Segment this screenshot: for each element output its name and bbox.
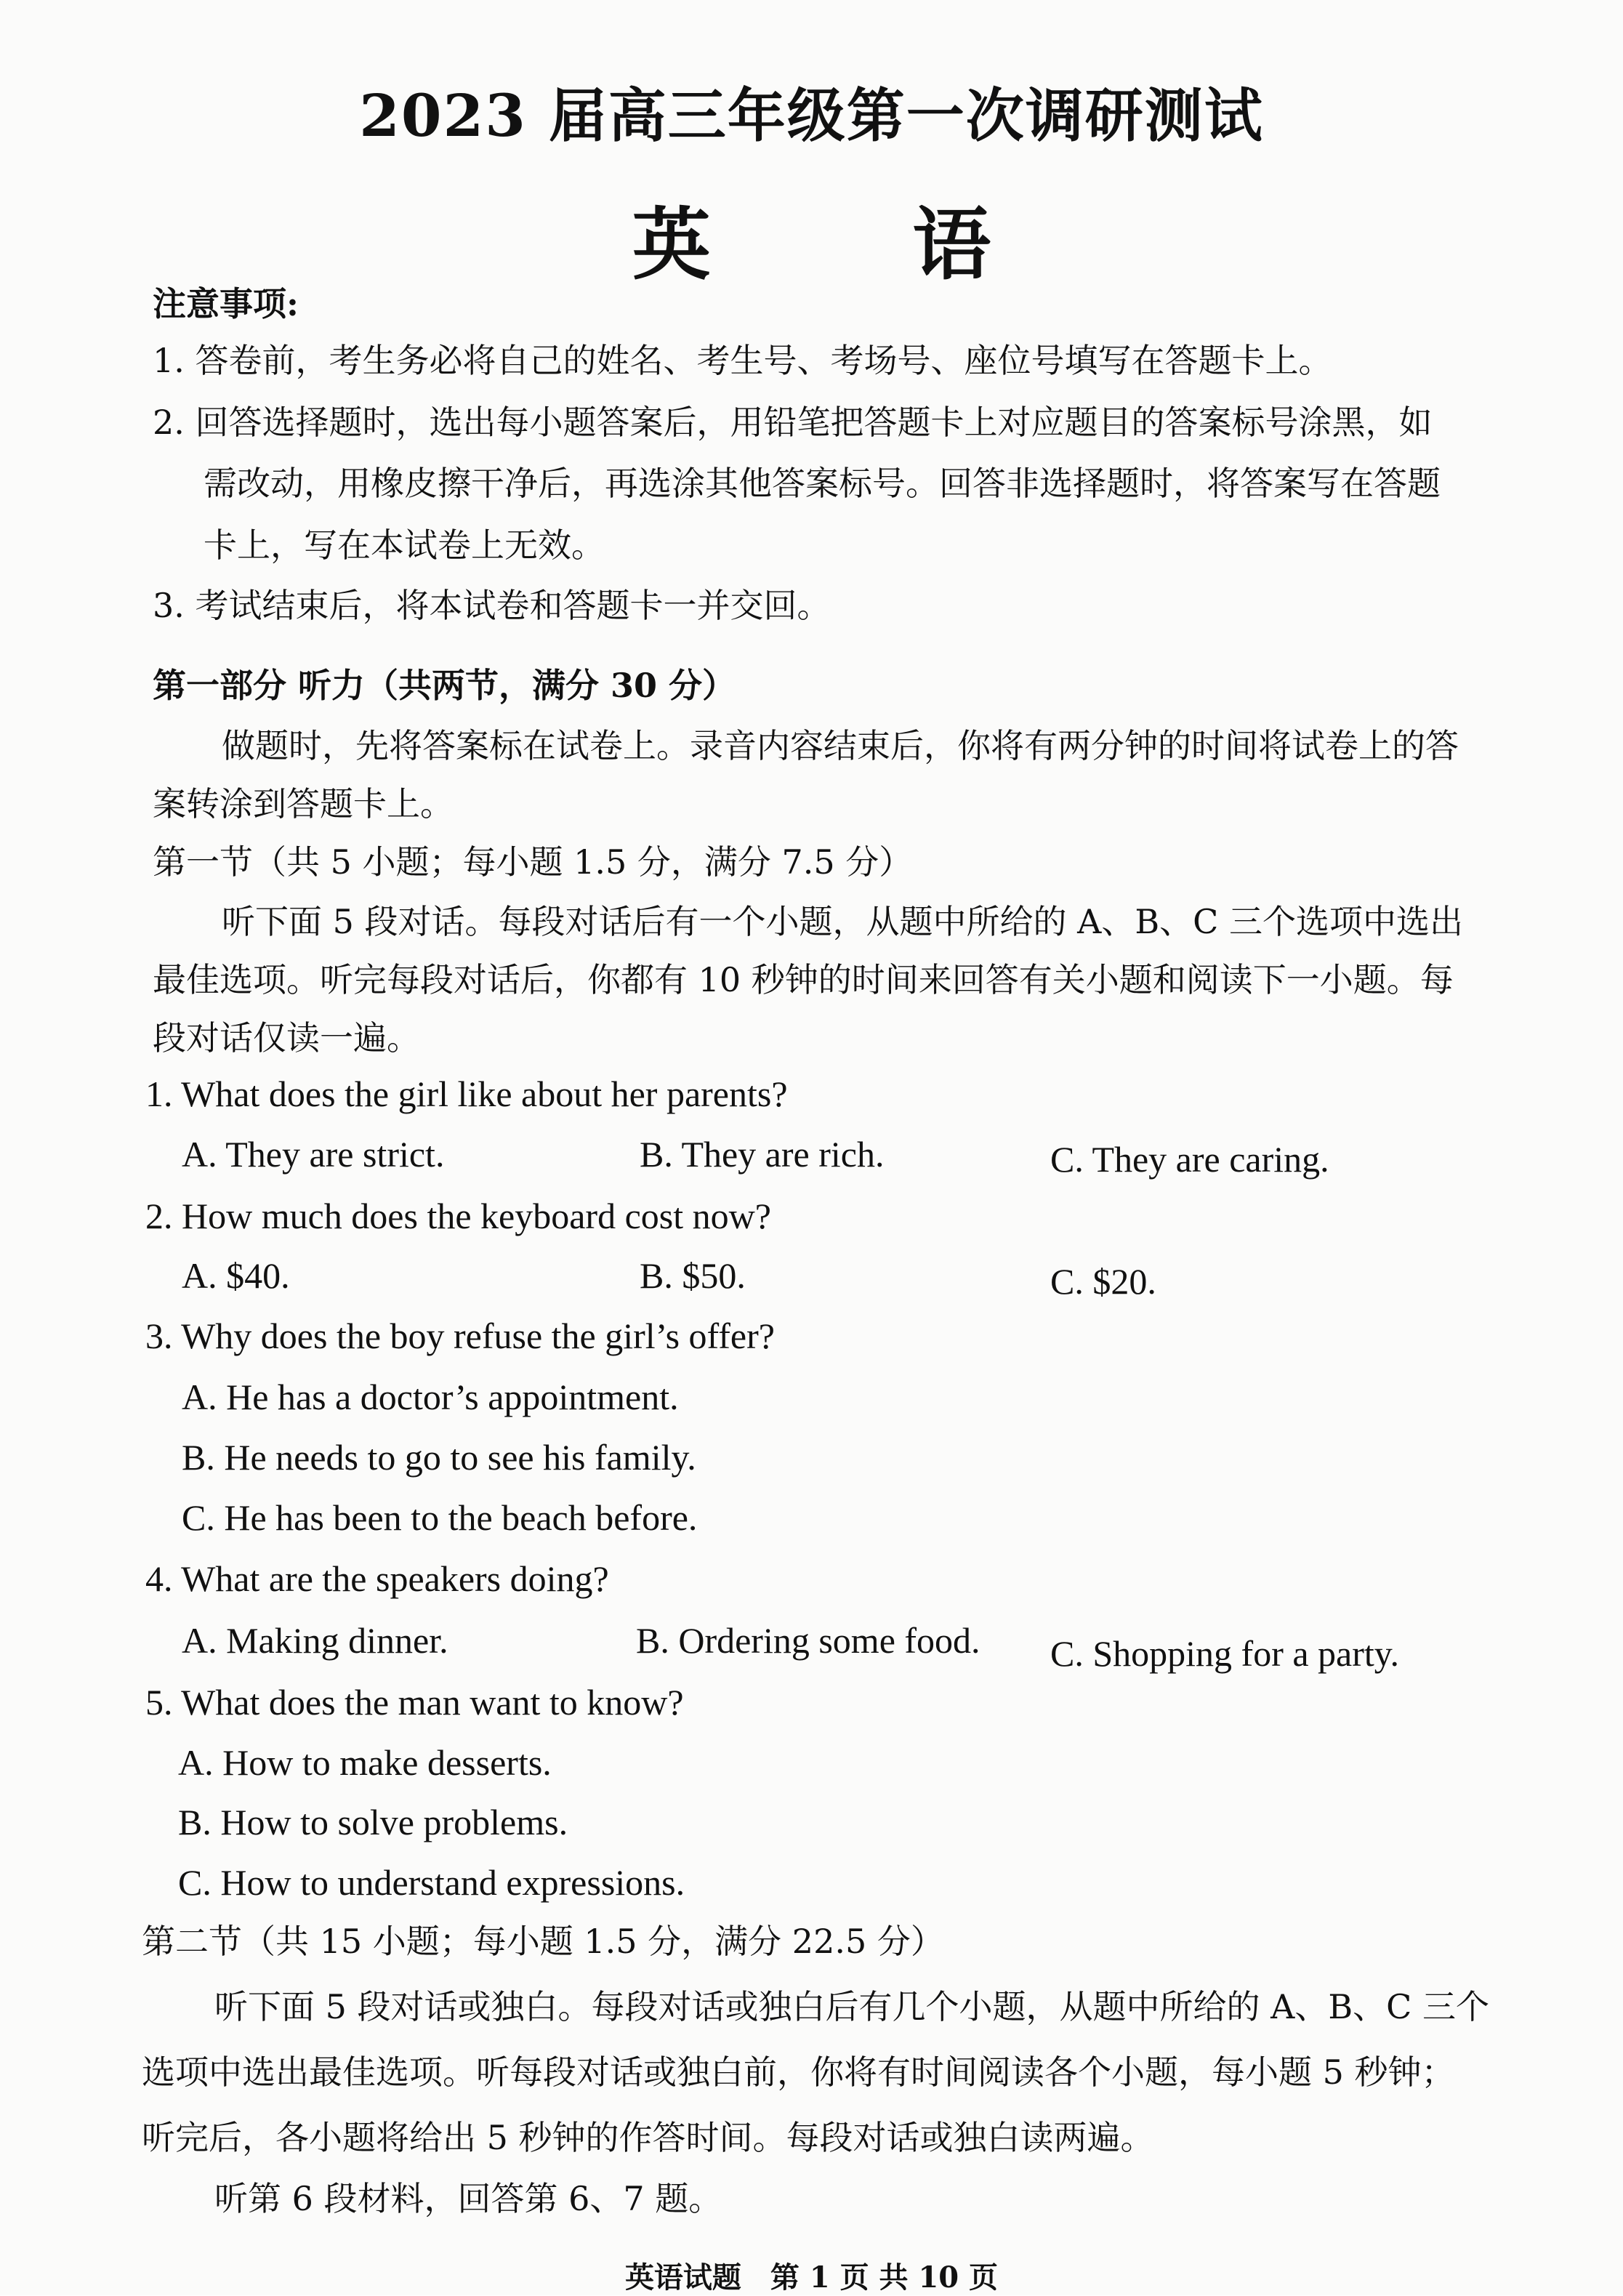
option-b: B. They are rich. <box>640 1134 885 1175</box>
material-instruction: 听第 6 段材料，回答第 6、7 题。 <box>214 2179 722 2218</box>
section2-heading: 第二节（共 15 小题；每小题 1.5 分，满分 22.5 分） <box>142 1922 944 1961</box>
option-b: B. Ordering some food. <box>636 1620 980 1661</box>
notice-heading: 注意事项: <box>153 284 299 323</box>
notice-line: 卡上，写在本试卷上无效。 <box>204 525 605 565</box>
part1-intro-line: 案转涂到答题卡上。 <box>153 784 454 823</box>
option-a: A. They are strict. <box>182 1134 445 1175</box>
option-c: C. He has been to the beach before. <box>182 1497 698 1538</box>
section2-intro-line: 听完后，各小题将给出 5 秒钟的作答时间。每段对话或独白读两遍。 <box>142 2118 1154 2157</box>
question-text: 4. What are the speakers doing? <box>145 1558 609 1599</box>
question-text: 5. What does the man want to know? <box>145 1682 684 1723</box>
section1-heading: 第一节（共 5 小题；每小题 1.5 分，满分 7.5 分） <box>153 842 913 882</box>
section2-intro-line: 选项中选出最佳选项。听每段对话或独白前，你将有时间阅读各个小题，每小题 5 秒钟； <box>142 2053 1455 2092</box>
question-text: 1. What does the girl like about her parents? <box>145 1074 788 1114</box>
option-c: C. They are caring. <box>1050 1139 1329 1180</box>
option-c: C. $20. <box>1050 1261 1156 1302</box>
option-b: B. $50. <box>640 1255 746 1296</box>
part1-heading: 第一部分 听力（共两节，满分 30 分） <box>153 666 736 705</box>
notice-line: 1. 答卷前，考生务必将自己的姓名、考生号、考场号、座位号填写在答题卡上。 <box>153 341 1332 380</box>
exam-title: 2023 届高三年级第一次调研测试 <box>359 81 1264 150</box>
option-a: A. He has a doctor’s appointment. <box>182 1377 679 1417</box>
option-b: B. He needs to go to see his family. <box>182 1437 696 1478</box>
notice-line: 2. 回答选择题时，选出每小题答案后，用铅笔把答题卡上对应题目的答案标号涂黑，如 <box>153 403 1433 442</box>
option-a: A. Making dinner. <box>182 1620 448 1661</box>
option-b: B. How to solve problems. <box>178 1802 568 1842</box>
option-a: A. $40. <box>182 1255 290 1296</box>
subject-title: 英 语 <box>632 199 1079 291</box>
option-c: C. Shopping for a party. <box>1050 1633 1400 1674</box>
option-a: A. How to make desserts. <box>178 1742 552 1783</box>
option-c: C. How to understand expressions. <box>178 1862 685 1903</box>
notice-line: 需改动，用橡皮擦干净后，再选涂其他答案标号。回答非选择题时，将答案写在答题 <box>204 464 1441 503</box>
section1-intro-line: 段对话仅读一遍。 <box>153 1018 420 1058</box>
section1-intro-line: 听下面 5 段对话。每段对话后有一个小题，从题中所给的 A、B、C 三个选项中选出 <box>222 902 1463 941</box>
question-text: 3. Why does the boy refuse the girl’s offer? <box>145 1316 775 1356</box>
notice-line: 3. 考试结束后，将本试卷和答题卡一并交回。 <box>153 586 831 625</box>
part1-intro-line: 做题时，先将答案标在试卷上。录音内容结束后，你将有两分钟的时间将试卷上的答 <box>222 726 1459 765</box>
section2-intro-line: 听下面 5 段对话或独白。每段对话或独白后有几个小题，从题中所给的 A、B、C 三个 <box>214 1987 1489 2026</box>
page-footer: 英语试题 第 1 页 共 10 页 <box>624 2260 999 2295</box>
section1-intro-line: 最佳选项。听完每段对话后，你都有 10 秒钟的时间来回答有关小题和阅读下一小题。每 <box>153 960 1454 999</box>
question-text: 2. How much does the keyboard cost now? <box>145 1196 771 1236</box>
